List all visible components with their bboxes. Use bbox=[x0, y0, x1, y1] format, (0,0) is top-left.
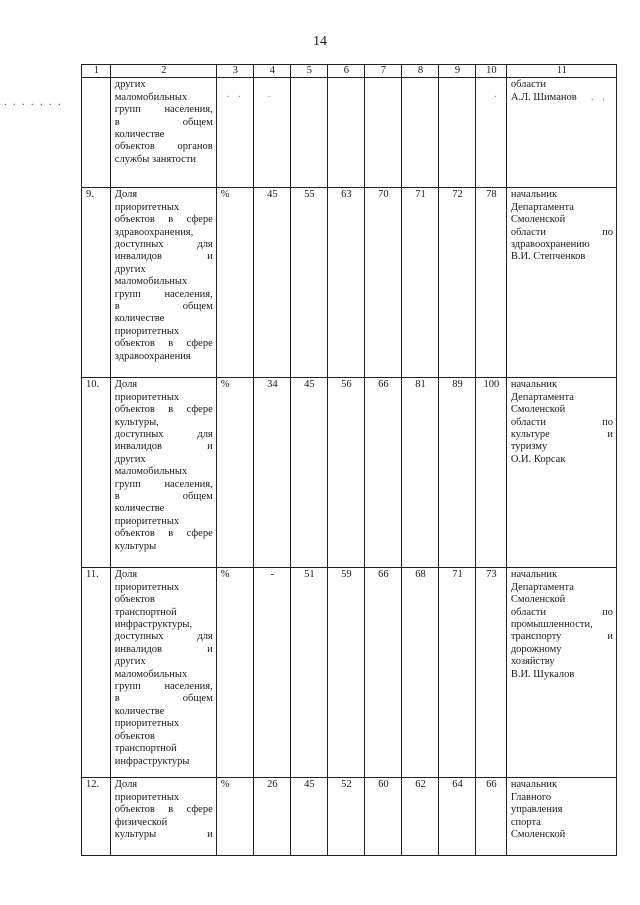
row-number: 12. bbox=[82, 778, 111, 856]
table-row bbox=[82, 378, 617, 568]
value-cell: 70 bbox=[364, 188, 401, 378]
col-header: 3 bbox=[216, 65, 253, 78]
value-cell: 64 bbox=[438, 778, 475, 856]
desc-line: групп населения, bbox=[114, 104, 213, 116]
resp-line: области bbox=[510, 79, 546, 91]
desc-line: других bbox=[114, 263, 146, 275]
resp-line: В.И. Шукалов bbox=[510, 668, 575, 680]
col-header: 9 bbox=[438, 65, 475, 78]
row-number-cell bbox=[82, 78, 111, 188]
indicator-description bbox=[110, 778, 216, 856]
desc-line: инфраструктуры bbox=[114, 755, 190, 767]
desc-line: культуры bbox=[114, 540, 157, 552]
resp-line: транспорту и bbox=[510, 631, 613, 643]
resp-line: Смоленской bbox=[510, 404, 566, 416]
desc-line: физической bbox=[114, 816, 168, 828]
resp-line: туризму bbox=[510, 441, 548, 453]
value-cell: 59 bbox=[327, 568, 364, 778]
desc-line: приоритетных bbox=[114, 391, 180, 403]
value-cell: 62 bbox=[401, 778, 438, 856]
resp-line: Главного bbox=[510, 791, 552, 803]
desc-line: приоритетных bbox=[114, 718, 180, 730]
value-cell: 71 bbox=[401, 188, 438, 378]
value-cell: 100 bbox=[475, 378, 506, 568]
desc-line: приоритетных bbox=[114, 581, 180, 593]
resp-line: Департамента bbox=[510, 391, 574, 403]
desc-line: маломобильных bbox=[114, 276, 188, 288]
col-header: 10 bbox=[475, 65, 506, 78]
col-header: 4 bbox=[253, 65, 290, 78]
desc-line: в общем bbox=[114, 116, 213, 128]
value-cell: 78 bbox=[475, 188, 506, 378]
desc-line: объектов в сфере bbox=[114, 404, 213, 416]
desc-line: количестве bbox=[114, 313, 165, 325]
value-cell: 60 bbox=[364, 778, 401, 856]
desc-line: инфраструктуры, bbox=[114, 619, 193, 631]
desc-line: доступных для bbox=[114, 631, 213, 643]
desc-line: в общем bbox=[114, 301, 213, 313]
unit-cell: % bbox=[216, 378, 253, 568]
indicators-table bbox=[81, 64, 617, 856]
desc-line: объектов в сфере bbox=[114, 338, 213, 350]
stray-marks: . . . . . . . bbox=[4, 97, 63, 108]
responsible-cell bbox=[506, 188, 616, 378]
unit-cell: % bbox=[216, 568, 253, 778]
resp-line: В.И. Степченков bbox=[510, 251, 586, 263]
value-cell bbox=[327, 78, 364, 188]
value-cell: 66 bbox=[475, 778, 506, 856]
resp-line: начальник bbox=[510, 189, 558, 201]
value-cell: 63 bbox=[327, 188, 364, 378]
value-cell: 51 bbox=[290, 568, 327, 778]
value-cell: 71 bbox=[438, 568, 475, 778]
desc-line: здравоохранения bbox=[114, 350, 191, 362]
indicator-description bbox=[110, 568, 216, 778]
value-cell: 89 bbox=[438, 378, 475, 568]
desc-line: Доля bbox=[114, 779, 138, 791]
value-cell: 66 bbox=[364, 378, 401, 568]
unit-cell: % bbox=[216, 188, 253, 378]
value-cell: 68 bbox=[401, 568, 438, 778]
resp-line: управления bbox=[510, 804, 563, 816]
value-cell: 34 bbox=[253, 378, 290, 568]
desc-line: транспортной bbox=[114, 743, 177, 755]
desc-line: маломобильных bbox=[114, 466, 188, 478]
value-cell: 72 bbox=[438, 188, 475, 378]
desc-line: Доля bbox=[114, 379, 138, 391]
desc-line: других bbox=[114, 453, 146, 465]
resp-line: области по bbox=[510, 226, 613, 238]
value-cell: 56 bbox=[327, 378, 364, 568]
resp-line: Департамента bbox=[510, 581, 574, 593]
row-number: 9. bbox=[82, 188, 111, 378]
desc-line: групп населения, bbox=[114, 288, 213, 300]
responsible-cell bbox=[506, 778, 616, 856]
resp-line: начальник bbox=[510, 569, 558, 581]
desc-line: культуры, bbox=[114, 416, 159, 428]
desc-line: объектов в сфере bbox=[114, 804, 213, 816]
indicator-description bbox=[110, 78, 216, 188]
desc-line: объектов в сфере bbox=[114, 528, 213, 540]
desc-line: в общем bbox=[114, 491, 213, 503]
value-cell: 66 bbox=[364, 568, 401, 778]
faint-mark: . . bbox=[226, 89, 244, 101]
desc-line: приоритетных bbox=[114, 515, 180, 527]
desc-line: в общем bbox=[114, 693, 213, 705]
desc-line: количестве bbox=[114, 705, 165, 717]
desc-line: количестве bbox=[114, 129, 165, 141]
desc-line: инвалидов и bbox=[114, 251, 213, 263]
desc-line: здравоохранения, bbox=[114, 226, 194, 238]
resp-line: спорта bbox=[510, 816, 541, 828]
resp-line: области по bbox=[510, 416, 613, 428]
desc-line: объектов органов bbox=[114, 141, 213, 153]
resp-line: начальник bbox=[510, 379, 558, 391]
desc-line: службы занятости bbox=[114, 153, 197, 165]
value-cell: 81 bbox=[401, 378, 438, 568]
value-cell: 52 bbox=[327, 778, 364, 856]
col-header: 11 bbox=[506, 65, 616, 78]
value-cell: 45 bbox=[253, 188, 290, 378]
responsible-cell bbox=[506, 568, 616, 778]
desc-line: транспортной bbox=[114, 606, 177, 618]
resp-line: дорожному bbox=[510, 643, 562, 655]
desc-line: групп населения, bbox=[114, 681, 213, 693]
resp-line: Смоленской bbox=[510, 829, 566, 841]
desc-line: объектов в сфере bbox=[114, 214, 213, 226]
desc-line: приоритетных bbox=[114, 201, 180, 213]
table-row bbox=[82, 778, 617, 856]
col-header: 7 bbox=[364, 65, 401, 78]
indicator-description bbox=[110, 188, 216, 378]
value-cell: 45 bbox=[290, 378, 327, 568]
value-cell bbox=[364, 78, 401, 188]
value-cell bbox=[438, 78, 475, 188]
col-header: 2 bbox=[110, 65, 216, 78]
desc-line: инвалидов и bbox=[114, 441, 213, 453]
header-row bbox=[82, 65, 617, 78]
desc-line: количестве bbox=[114, 503, 165, 515]
resp-line: А.Л. Шиманов bbox=[510, 91, 577, 103]
resp-line: хозяйству bbox=[510, 656, 555, 668]
desc-line: доступных для bbox=[114, 429, 213, 441]
desc-line: других bbox=[114, 79, 146, 91]
faint-mark: . bbox=[267, 89, 274, 101]
col-header: 5 bbox=[290, 65, 327, 78]
value-cell bbox=[401, 78, 438, 188]
resp-line: промышленности, bbox=[510, 619, 593, 631]
desc-line: маломобильных bbox=[114, 668, 188, 680]
responsible-cell bbox=[506, 78, 616, 188]
resp-line: О.И. Корсак bbox=[510, 453, 566, 465]
desc-line: доступных для bbox=[114, 239, 213, 251]
table-row bbox=[82, 568, 617, 778]
faint-mark: . . bbox=[590, 92, 608, 104]
col-header: 6 bbox=[327, 65, 364, 78]
responsible-cell bbox=[506, 378, 616, 568]
desc-line: Доля bbox=[114, 189, 138, 201]
unit-cell bbox=[216, 78, 253, 188]
table-row bbox=[82, 188, 617, 378]
col-header: 8 bbox=[401, 65, 438, 78]
resp-line: области по bbox=[510, 606, 613, 618]
row-number: 10. bbox=[82, 378, 111, 568]
value-cell: 55 bbox=[290, 188, 327, 378]
table-row-continued bbox=[82, 78, 617, 188]
desc-line: объектов bbox=[114, 730, 155, 742]
resp-line: Смоленской bbox=[510, 594, 566, 606]
desc-line: Доля bbox=[114, 569, 138, 581]
desc-line: групп населения, bbox=[114, 478, 213, 490]
value-cell: 26 bbox=[253, 778, 290, 856]
resp-line: Департамента bbox=[510, 201, 574, 213]
unit-cell: % bbox=[216, 778, 253, 856]
desc-line: культуры и bbox=[114, 829, 213, 841]
resp-line: начальник bbox=[510, 779, 558, 791]
desc-line: маломобильных bbox=[114, 91, 188, 103]
desc-line: приоритетных bbox=[114, 791, 180, 803]
desc-line: инвалидов и bbox=[114, 643, 213, 655]
value-cell bbox=[475, 78, 506, 188]
value-cell: 73 bbox=[475, 568, 506, 778]
resp-line: культуре и bbox=[510, 429, 613, 441]
desc-line: объектов bbox=[114, 594, 155, 606]
desc-line: других bbox=[114, 656, 146, 668]
desc-line: приоритетных bbox=[114, 325, 180, 337]
faint-mark: . bbox=[493, 89, 500, 101]
page-number: 14 bbox=[313, 34, 327, 49]
indicator-description bbox=[110, 378, 216, 568]
value-cell: - bbox=[253, 568, 290, 778]
resp-line: здравоохранению bbox=[510, 239, 590, 251]
value-cell: 45 bbox=[290, 778, 327, 856]
value-cell bbox=[290, 78, 327, 188]
row-number: 11. bbox=[82, 568, 111, 778]
col-header: 1 bbox=[82, 65, 111, 78]
resp-line: Смоленской bbox=[510, 214, 566, 226]
value-cell bbox=[253, 78, 290, 188]
